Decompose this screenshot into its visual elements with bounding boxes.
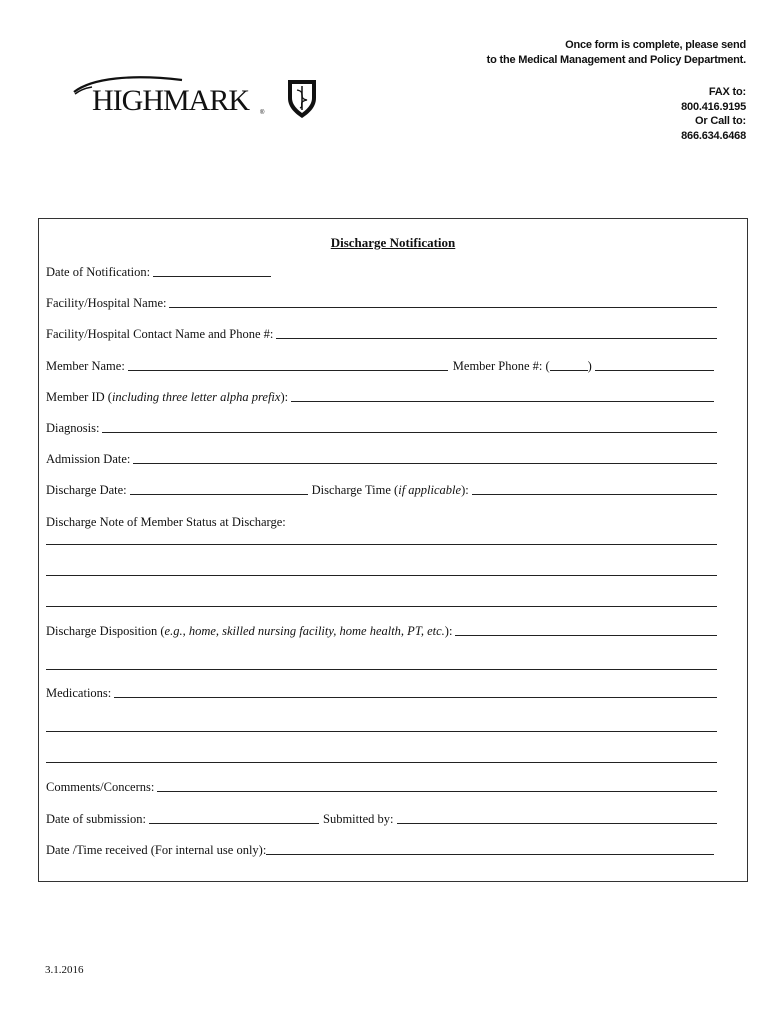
member-id-label: Member ID (including three letter alpha prefix): bbox=[46, 390, 289, 404]
form-title: Discharge Notification bbox=[330, 235, 456, 250]
comments-field[interactable] bbox=[157, 790, 717, 792]
date-time-received-row bbox=[46, 842, 714, 858]
date-of-notification-field[interactable] bbox=[153, 275, 271, 277]
discharge-note-line-2[interactable] bbox=[46, 575, 717, 576]
discharge-note-row bbox=[46, 514, 717, 530]
fax-number: 800.416.9195 bbox=[681, 100, 746, 113]
discharge-note-line-3[interactable] bbox=[46, 606, 717, 607]
facility-contact-row bbox=[46, 326, 717, 342]
medications-label: Medications: bbox=[46, 686, 112, 700]
facility-name-field[interactable] bbox=[169, 306, 717, 308]
discharge-form bbox=[38, 218, 748, 882]
medications-row bbox=[46, 685, 717, 701]
member-name-field[interactable] bbox=[128, 369, 448, 371]
discharge-note-line-1[interactable] bbox=[46, 544, 717, 545]
member-id-row bbox=[46, 389, 714, 405]
discharge-disposition-line-2[interactable] bbox=[46, 669, 717, 670]
version-date: 3.1.2016 bbox=[45, 964, 84, 976]
medications-field[interactable] bbox=[114, 696, 717, 698]
facility-name-row bbox=[46, 295, 717, 311]
facility-contact-label: Facility/Hospital Contact Name and Phone #: bbox=[46, 327, 274, 341]
discharge-date-field[interactable] bbox=[130, 493, 308, 495]
fax-label: FAX to: bbox=[708, 86, 746, 98]
discharge-disposition-row bbox=[46, 623, 717, 639]
date-time-received-label: Date /Time received (For internal use only): bbox=[46, 843, 267, 857]
member-id-field[interactable] bbox=[291, 400, 714, 402]
submission-row bbox=[46, 811, 717, 827]
call-label: Or Call to: bbox=[695, 115, 746, 127]
member-phone-area-code-field[interactable] bbox=[550, 369, 588, 371]
date-of-submission-field[interactable] bbox=[149, 822, 319, 824]
comments-row bbox=[46, 779, 717, 795]
date-of-notification-label: Date of Notification: bbox=[46, 265, 151, 279]
admission-date-field[interactable] bbox=[133, 462, 717, 464]
date-of-submission-label: Date of submission: bbox=[46, 812, 146, 826]
medications-line-2[interactable] bbox=[46, 731, 717, 732]
member-phone-close: ) bbox=[587, 359, 592, 373]
discharge-time-field[interactable] bbox=[472, 493, 717, 495]
diagnosis-label: Diagnosis: bbox=[46, 421, 100, 435]
submitted-by-label: Submitted by: bbox=[323, 812, 394, 826]
highmark-logo bbox=[72, 72, 322, 120]
diagnosis-row bbox=[46, 420, 717, 436]
admission-date-row bbox=[46, 451, 717, 467]
facility-name-label: Facility/Hospital Name: bbox=[46, 296, 167, 310]
submitted-by-field[interactable] bbox=[397, 822, 718, 824]
discharge-disposition-label: Discharge Disposition (e.g., home, skilled nursing facility, home health, PT, etc.): bbox=[46, 624, 453, 638]
date-of-notification-row bbox=[46, 264, 717, 280]
call-number: 866.634.6468 bbox=[681, 129, 746, 142]
highmark-logo-graphic bbox=[72, 72, 322, 120]
date-time-received-field[interactable] bbox=[266, 853, 714, 855]
discharge-date-label: Discharge Date: bbox=[46, 483, 127, 497]
member-phone-label: Member Phone #: ( bbox=[452, 359, 550, 373]
contact-line-2: to the Medical Management and Policy Department. bbox=[486, 53, 746, 66]
discharge-time-label: Discharge Time (if applicable): bbox=[311, 483, 469, 497]
discharge-note-label: Discharge Note of Member Status at Discharge: bbox=[46, 515, 286, 529]
member-phone-field[interactable] bbox=[595, 369, 714, 371]
member-name-row bbox=[46, 358, 714, 374]
diagnosis-field[interactable] bbox=[102, 431, 717, 433]
discharge-date-row bbox=[46, 482, 717, 498]
admission-date-label: Admission Date: bbox=[46, 452, 131, 466]
comments-label: Comments/Concerns: bbox=[46, 780, 155, 794]
contact-instructions bbox=[487, 38, 746, 143]
shield-icon bbox=[288, 80, 316, 118]
facility-contact-field[interactable] bbox=[276, 337, 717, 339]
discharge-disposition-field[interactable] bbox=[455, 634, 717, 636]
medications-line-3[interactable] bbox=[46, 762, 717, 763]
contact-line-1: Once form is complete, please send bbox=[565, 39, 746, 51]
logo-wordmark: HIGHMARK bbox=[92, 84, 249, 117]
member-name-label: Member Name: bbox=[46, 359, 125, 373]
svg-text:®: ® bbox=[260, 110, 265, 116]
